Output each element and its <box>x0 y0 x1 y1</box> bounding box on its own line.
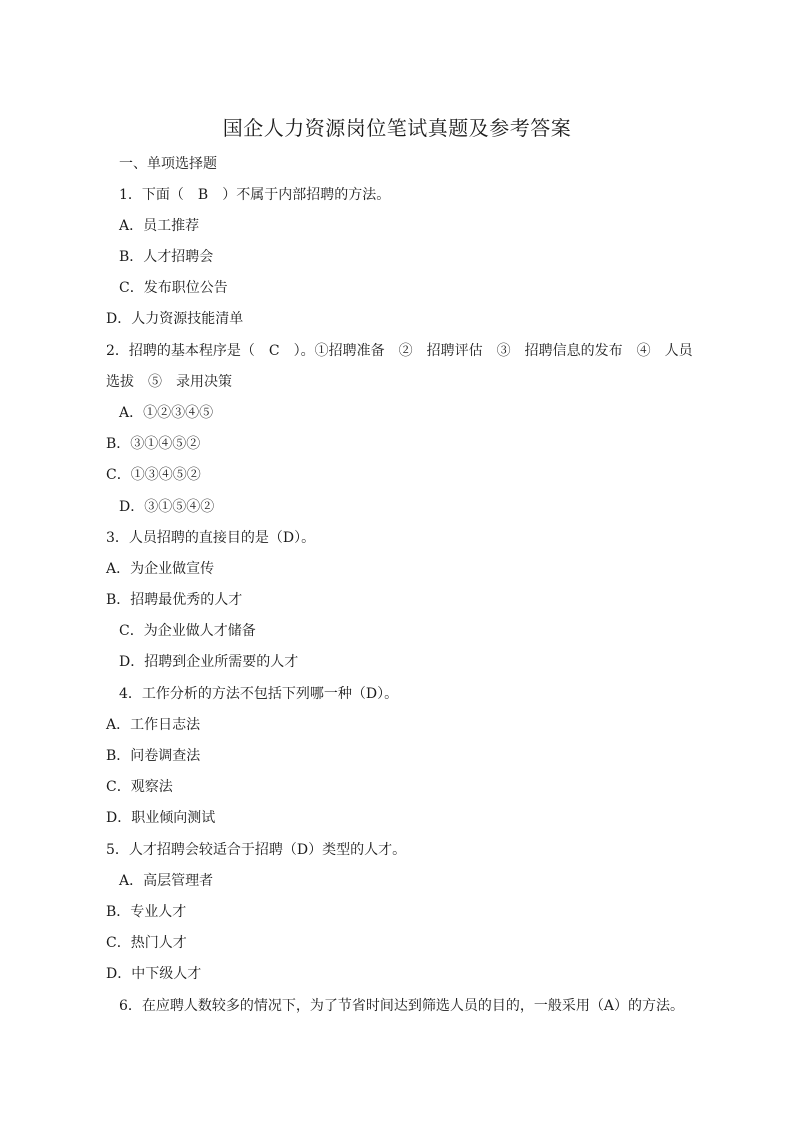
question-5-stem: 5．人才招聘会较适合于招聘（D）类型的人才。 <box>106 842 407 858</box>
question-3-stem: 3．人员招聘的直接目的是（D）。 <box>106 530 316 546</box>
question-2-option-d: D．③①⑤④② <box>119 499 215 515</box>
question-5-option-d: D．中下级人才 <box>106 966 202 982</box>
question-4-option-c: C．观察法 <box>106 779 173 795</box>
question-6-stem: 6．在应聘人数较多的情况下，为了节省时间达到筛选人员的目的，一般采用（A）的方法。 <box>119 998 685 1014</box>
question-1-stem: 1．下面（ B ）不属于内部招聘的方法。 <box>119 187 391 203</box>
question-2-option-c: C．①③④⑤② <box>106 467 201 483</box>
question-2-stem-line-1: 2．招聘的基本程序是（ C ）。①招聘准备 ② 招聘评估 ③ 招聘信息的发布 ④ 人员 <box>106 343 693 359</box>
question-3-option-d: D．招聘到企业所需要的人才 <box>119 654 299 670</box>
question-2-stem-line-2: 选拔 ⑤ 录用决策 <box>106 374 232 390</box>
question-3-option-a: A．为企业做宣传 <box>106 561 215 577</box>
question-3-option-c: C．为企业做人才储备 <box>119 623 256 639</box>
question-1-option-c: C．发布职位公告 <box>119 280 228 296</box>
question-4-option-b: B．问卷调查法 <box>106 748 201 764</box>
question-1-option-b: B．人才招聘会 <box>119 249 214 265</box>
question-3-option-b: B．招聘最优秀的人才 <box>106 592 243 608</box>
question-2-option-b: B．③①④⑤② <box>106 436 201 452</box>
question-1-option-d: D．人力资源技能清单 <box>106 311 244 327</box>
question-4-option-d: D．职业倾向测试 <box>106 810 216 826</box>
question-5-option-c: C．热门人才 <box>106 935 187 951</box>
document-title: 国企人力资源岗位笔试真题及参考答案 <box>222 116 572 140</box>
question-2-option-a: A．①②③④⑤ <box>119 405 214 421</box>
question-5-option-a: A．高层管理者 <box>119 873 214 889</box>
question-4-stem: 4．工作分析的方法不包括下列哪一种（D）。 <box>119 686 399 702</box>
question-4-option-a: A．工作日志法 <box>106 717 201 733</box>
question-5-option-b: B．专业人才 <box>106 904 187 920</box>
section-heading: 一、单项选择题 <box>119 156 217 172</box>
question-1-option-a: A．员工推荐 <box>119 218 200 234</box>
